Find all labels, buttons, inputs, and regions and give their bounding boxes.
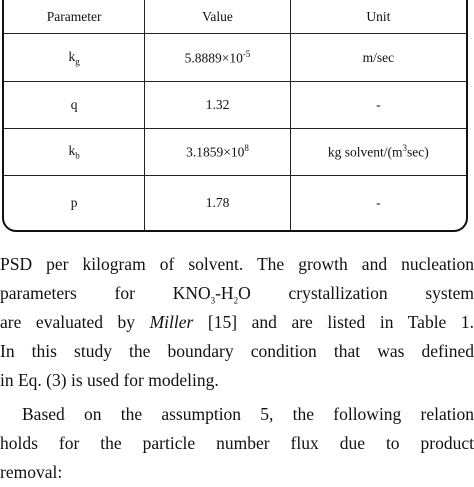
text-line: holds for the particle number flux due to product [0,433,474,453]
value-cell: $5.8889\times 10^{-5}$ [145,34,290,82]
header-value: Value [145,0,290,34]
unit-cell: - [290,176,466,231]
param-cell: q [4,82,145,129]
text-line: PSD per kilogram of solvent. The growth and nucleation [0,254,474,274]
text-line: are evaluated by Miller [15] and are listed in Table 1. [0,312,474,332]
value-cell: $3.1859\times 10^8$ [145,129,290,176]
unit-cell: kg solvent/$(m^3\sec)$ [290,129,466,176]
text-line: removal: [0,462,63,482]
value-cell: 1.32 [145,82,290,129]
param-cell: $k_b$ [4,129,145,176]
text-line: in Eq. (3) is used for modeling. [0,370,219,390]
text-line: parameters for $KNO_3-H_2O$ crystallization system [0,283,474,306]
table-row [4,34,466,82]
header-unit: Unit [290,0,466,34]
parameter-table-container [0,0,474,236]
table-row [4,82,466,129]
param-cell: $k_g$ [4,34,145,82]
text-line: In this study the boundary condition that was defined [0,341,474,361]
param-cell: p [4,176,145,231]
value-cell: 1.78 [145,176,290,231]
body-text [0,250,474,487]
table-row [4,176,466,231]
unit-cell: - [290,82,466,129]
text-line: Based on the assumption 5, the following relation [22,404,474,424]
table-header-row [4,0,466,34]
parameter-table [4,0,466,230]
unit-cell: m/sec [290,34,466,82]
table-row [4,129,466,176]
header-parameter: Parameter [4,0,145,34]
